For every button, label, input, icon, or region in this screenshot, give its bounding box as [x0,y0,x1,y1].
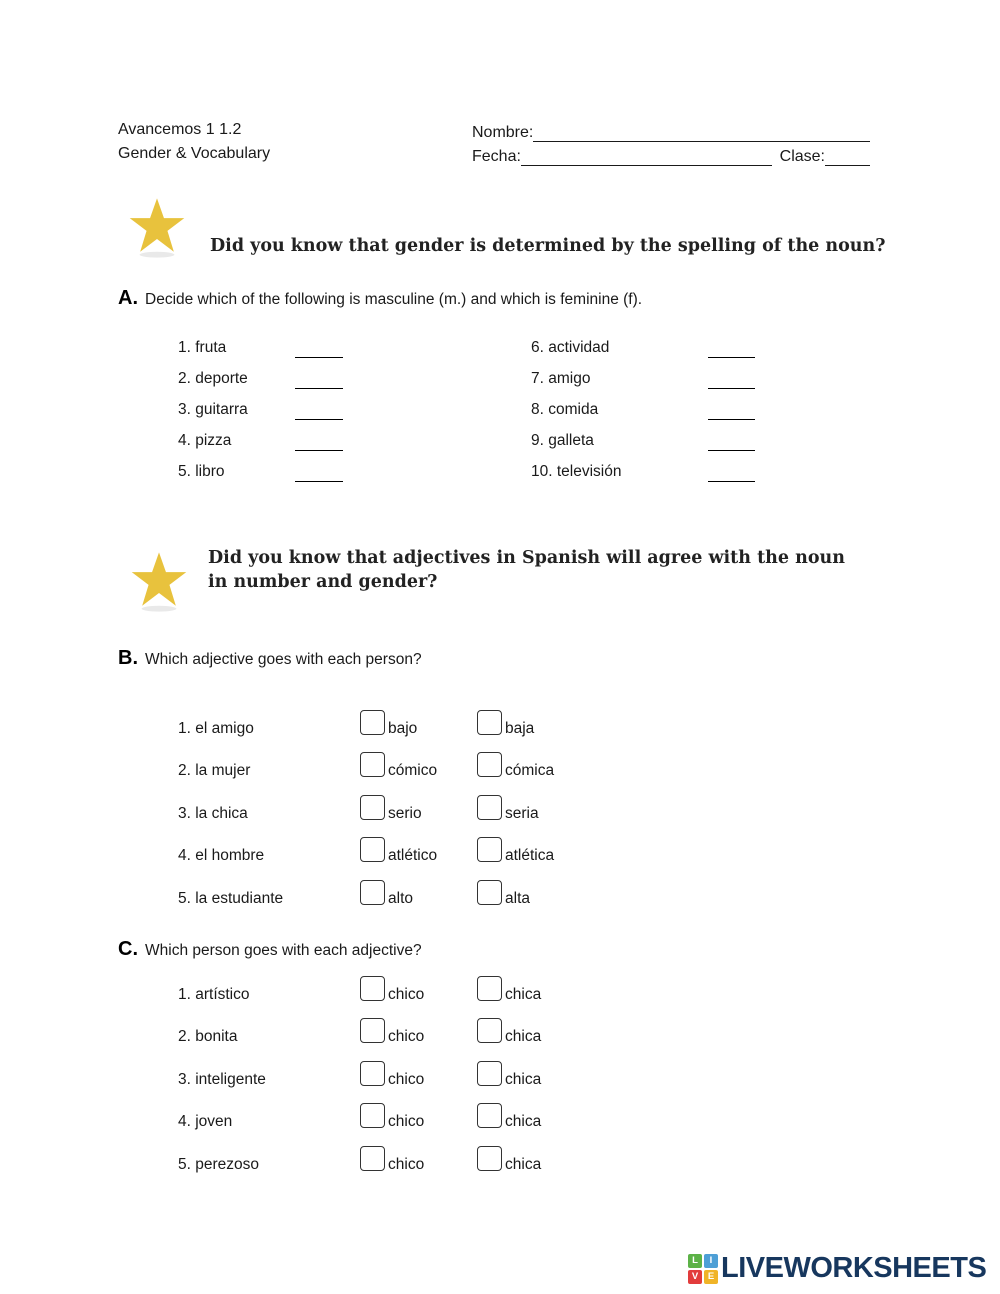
option-chico [360,1103,477,1131]
checkbox[interactable] [360,1146,385,1171]
section-c-prompt: Which person goes with each adjective? [145,942,422,959]
option-masculine [360,837,477,865]
checkbox[interactable] [360,976,385,1001]
answer-blank[interactable] [295,338,343,358]
course-title: Avancemos 1 1.2 [118,121,242,138]
option-chica [477,976,594,1004]
section-b-heading [118,647,422,670]
person-label: 5. la estudiante [178,889,284,907]
list-item [531,338,755,369]
list-item [178,462,343,493]
checkbox-row [178,966,594,1009]
answer-blank[interactable] [295,369,343,389]
clase-label: Clase: [779,148,825,165]
option-chico [360,1018,477,1046]
list-item [178,338,343,369]
list-item [531,369,755,400]
adjective-label: 1. artístico [178,985,250,1003]
liveworksheets-grid-icon [688,1254,718,1284]
logo-square-v: V [688,1270,702,1284]
noun-label: 10. televisión [531,463,622,480]
noun-label: 4. pizza [178,432,232,449]
checkbox[interactable] [360,710,385,735]
star-icon [130,550,188,614]
option-masculine [360,880,477,908]
answer-blank[interactable] [708,369,755,389]
checkbox[interactable] [477,976,502,1001]
noun-label: 1. fruta [178,339,227,356]
option-feminine [477,837,594,865]
checkbox-row [178,870,594,913]
adjective-label: 5. perezoso [178,1155,259,1173]
answer-blank[interactable] [708,400,755,420]
option-label: chica [505,1070,542,1088]
option-chica [477,1018,594,1046]
section-a-left-column [178,338,343,493]
checkbox-row [178,1094,594,1137]
list-item [531,462,755,493]
option-chico [360,976,477,1004]
option-label: atlético [388,847,438,865]
liveworksheets-logo[interactable] [688,1252,986,1285]
list-item [178,369,343,400]
fecha-field[interactable] [521,150,772,166]
checkbox-row [178,785,594,828]
checkbox-row [178,1136,594,1179]
person-label: 3. la chica [178,804,248,822]
option-label: alta [505,889,530,907]
nombre-label: Nombre: [472,124,534,141]
list-item [178,400,343,431]
option-label: chica [505,1155,542,1173]
fecha-clase-row [472,142,870,166]
option-chica [477,1061,594,1089]
answer-blank[interactable] [295,431,343,451]
nombre-row [472,118,870,142]
worksheet-subtitle: Gender & Vocabulary [118,145,271,162]
section-a-letter: A. [118,287,138,309]
checkbox[interactable] [477,795,502,820]
person-label: 1. el amigo [178,719,254,737]
option-label: serio [388,804,422,822]
clase-field[interactable] [825,150,870,166]
option-chico [360,1061,477,1089]
option-label: alto [388,889,413,907]
star-icon [128,196,186,260]
checkbox[interactable] [477,880,502,905]
fact-text-gender: Did you know that gender is determined by the spelling of the noun? [210,236,886,256]
checkbox[interactable] [360,1061,385,1086]
checkbox-row [178,1051,594,1094]
option-chico [360,1146,477,1174]
person-label: 2. la mujer [178,762,251,780]
adjective-label: 3. inteligente [178,1070,266,1088]
section-a-right-column [531,338,755,493]
option-label: cómico [388,762,438,780]
option-label: chico [388,1155,425,1173]
section-b-prompt: Which adjective goes with each person? [145,651,422,668]
noun-label: 5. libro [178,463,225,480]
section-a-prompt: Decide which of the following is masculine (m.) and which is feminine (f). [145,291,643,308]
noun-label: 6. actividad [531,339,610,356]
option-feminine [477,752,594,780]
checkbox[interactable] [477,1103,502,1128]
checkbox[interactable] [360,1018,385,1043]
adjective-label: 4. joven [178,1113,233,1131]
section-b-letter: B. [118,647,138,669]
option-label: bajo [388,719,418,737]
checkbox[interactable] [360,837,385,862]
option-label: chica [505,985,542,1003]
option-masculine [360,752,477,780]
option-chica [477,1146,594,1174]
section-b-rows [178,700,594,913]
answer-blank[interactable] [708,338,755,358]
checkbox-row [178,1009,594,1052]
checkbox[interactable] [477,837,502,862]
option-label: chica [505,1028,542,1046]
list-item [531,431,755,462]
fact-text-adjectives: Did you know that adjectives in Spanish will agree with the noun in number and gender? [208,548,845,592]
option-label: baja [505,719,535,737]
option-label: chica [505,1113,542,1131]
noun-label: 8. comida [531,401,599,418]
logo-square-i: I [704,1254,718,1268]
checkbox[interactable] [477,1018,502,1043]
checkbox[interactable] [477,1061,502,1086]
option-label: atlética [505,847,555,865]
section-c-heading [118,938,422,961]
noun-label: 3. guitarra [178,401,248,418]
option-chica [477,1103,594,1131]
checkbox[interactable] [360,880,385,905]
fecha-label: Fecha: [472,148,521,165]
section-c-letter: C. [118,938,138,960]
option-masculine [360,795,477,823]
answer-blank[interactable] [708,431,755,451]
noun-label: 9. galleta [531,432,594,449]
option-label: chico [388,1028,425,1046]
person-label: 4. el hombre [178,847,265,865]
checkbox[interactable] [360,1103,385,1128]
option-feminine [477,710,594,738]
option-label: chico [388,985,425,1003]
option-label: seria [505,804,539,822]
checkbox-row [178,743,594,786]
nombre-field[interactable] [533,126,870,142]
option-label: cómica [505,762,555,780]
checkbox[interactable] [477,710,502,735]
section-a-heading [118,287,642,310]
answer-blank[interactable] [708,462,755,482]
option-label: chico [388,1113,425,1131]
noun-label: 2. deporte [178,370,248,387]
logo-square-e: E [704,1270,718,1284]
option-feminine [477,880,594,908]
checkbox-row [178,700,594,743]
logo-square-l: L [688,1254,702,1268]
student-info-block [472,118,870,166]
checkbox[interactable] [360,795,385,820]
checkbox-row [178,828,594,871]
checkbox[interactable] [360,752,385,777]
checkbox[interactable] [477,1146,502,1171]
brand-name: LIVEWORKSHEETS [721,1252,987,1284]
option-label: chico [388,1070,425,1088]
worksheet-title-block [118,118,270,166]
option-feminine [477,795,594,823]
option-masculine [360,710,477,738]
noun-label: 7. amigo [531,370,591,387]
checkbox[interactable] [477,752,502,777]
adjective-label: 2. bonita [178,1028,238,1046]
list-item [531,400,755,431]
list-item [178,431,343,462]
answer-blank[interactable] [295,462,343,482]
answer-blank[interactable] [295,400,343,420]
section-c-rows [178,966,594,1179]
